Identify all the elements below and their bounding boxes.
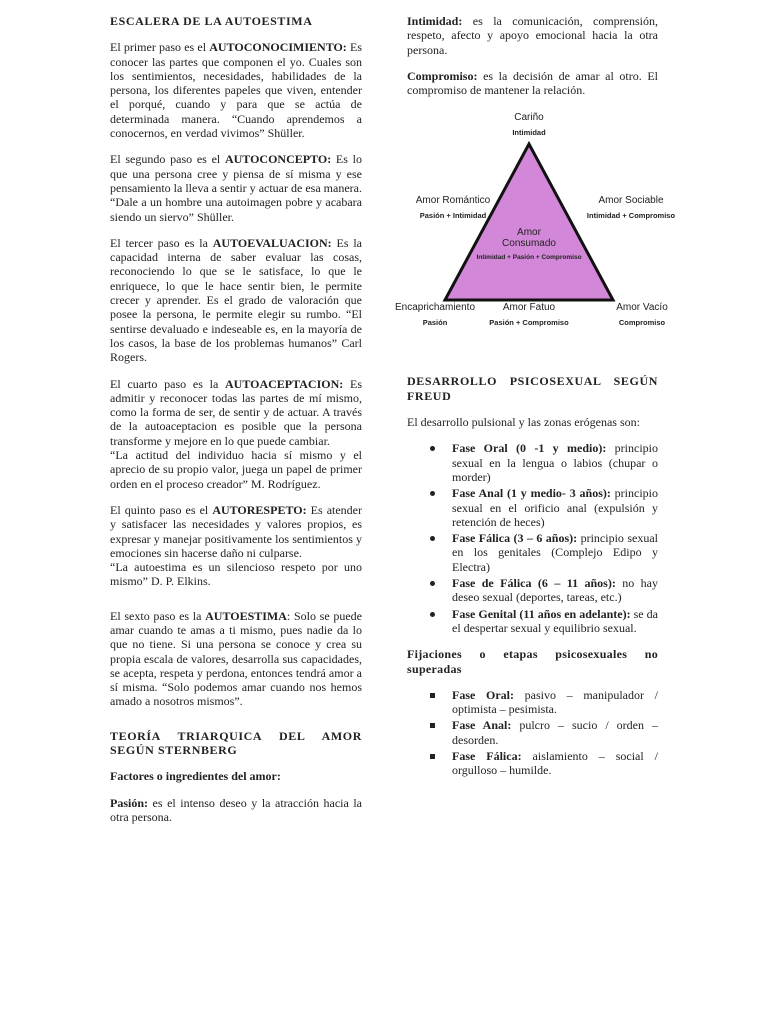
list-item: Fase Oral (0 -1 y medio): principio sexual en la lengua o labios (chupar o morder) — [452, 441, 658, 484]
label-encaprichamiento: Encaprichamiento Pasión — [394, 302, 476, 327]
quote-rodriguez: “La actitud del individuo hacia sí mismo y el aprecio de su propio valor, juega un papel de primer orden en el proceso creador” M. Rodríguez. — [110, 448, 362, 491]
paragraph-freud-intro: El desarrollo pulsional y las zonas erógenas son: — [407, 415, 640, 430]
paragraph-pasion: Pasión: es el intenso deseo y la atracción hacia la otra persona. — [110, 795, 362, 824]
paragraph-autorespeto: El quinto paso es el AUTORESPETO: Es atender y satisfacer las necesidades y valores propios, es expresar y manejar positivamente los sentimientos y emociones sin hacerse daño ni culparse. “La autoestima es un silencioso respeto por uno mismo” D. P. Elkins. — [110, 502, 363, 589]
subheading-fijaciones: Fijaciones o etapas psicosexuales no superadas — [407, 647, 658, 676]
label-amor-fatuo: Amor Fatuo Pasión + Compromiso — [489, 302, 569, 327]
sternberg-triangle-diagram — [393, 109, 693, 344]
list-item: Fase Anal: pulcro – sucio / orden – desorden. — [452, 718, 658, 747]
fijaciones-list — [407, 688, 658, 778]
fases-list — [407, 441, 658, 635]
section-title-freud: DESARROLLO PSICOSEXUAL SEGÚN FREUD — [407, 374, 658, 403]
label-carino: Cariño Intimidad — [512, 112, 546, 137]
paragraph-autoaceptacion: El cuarto paso es la AUTOACEPTACION: Es admitir y reconocer todas las partes de mí mismo, como la forma de ser, de sentir y de actuar. A través de la autoaceptacion es posible que la persona transforme y mejore en lo que puede cambiar. “La actitud del individuo hacia sí mismo y el aprecio de su propio valor, juega un papel de primer orden en el proceso creador” M. Rodríguez. — [110, 376, 362, 491]
paragraph-autoconcepto: El segundo paso es el AUTOCONCEPTO: Es lo que una persona cree y piensa de sí misma y ese pensamiento la lleva a sentir y actuar de esa manera. “Dale a un hombre una autoimagen pobre y acabara siendo un siervo” Shüller. — [110, 152, 362, 224]
label-amor-consumado: Amor Consumado Intimidad + Pasión + Compromiso — [476, 227, 582, 262]
paragraph-autoestima: El sexto paso es la AUTOESTIMA: Solo se puede amar cuando te amas a ti mismo, pues nadie da lo que no tiene. Si una persona se conoce y crea su propia escala de valores, desarrolla sus capacidades, se acepta, respeta y perdona, entonces tendrá amor a sí misma. “Solo podemos amar cuando nos hemos amado a nosotros mismos”. — [110, 608, 362, 709]
list-item: Fase Genital (11 años en adelante): se da el despertar sexual y equilibrio sexual. — [452, 606, 658, 635]
label-amor-vacio: Amor Vacío Compromiso — [616, 302, 668, 327]
paragraph-autoevaluacion: El tercer paso es la AUTOEVALUACION: Es la capacidad interna de saber evaluar las cosas, reconociendo lo que se le satisface, lo que le enriquece, lo que le hace sentir bien, le permite crecer y aprender. Es el grado de valoración que posee la persona, le permite elegir su rumbo. “El sentirse devaluado e indeseable es, en la mayoría de los casos, la base de los problemas humanos” Carl Rogers. — [110, 235, 362, 365]
right-column — [394, 14, 676, 790]
section-title-sternberg: TEORÍA TRIARQUICA DEL AMOR SEGÚN STERNBERG — [110, 728, 362, 758]
list-item: Fase Oral: pasivo – manipulador / optimista – pesimista. — [452, 687, 658, 717]
left-column — [110, 14, 362, 836]
list-item: Fase Fálica: aislamiento – social / orgulloso – humilde. — [452, 749, 658, 778]
list-item: Fase Anal (1 y medio- 3 años): principio sexual en el orificio anal (expulsión y retención de heces) — [452, 486, 658, 529]
list-item: Fase de Fálica (6 – 11 años): no hay deseo sexual (deportes, tareas, etc.) — [452, 576, 658, 605]
label-amor-sociable: Amor Sociable Intimidad + Compromiso — [586, 195, 676, 220]
subheading-factores: Factores o ingredientes del amor: — [110, 769, 281, 784]
paragraph-compromiso: Compromiso: es la decisión de amar al otro. El compromiso de mantener la relación. — [407, 68, 658, 98]
label-amor-romantico: Amor Romántico Pasión + Intimidad — [415, 195, 491, 220]
quote-elkins: “La autoestima es un silencioso respeto por uno mismo” D. P. Elkins. — [110, 560, 362, 589]
section-title-escalera: ESCALERA DE LA AUTOESTIMA — [110, 14, 313, 28]
paragraph-autoconocimiento: El primer paso es el AUTOCONOCIMIENTO: Es conocer las partes que componen el yo. Cuales son los sentimientos, necesidades, habilidades de la persona, los diferentes papeles que viven, entender el porqué, cuando y para que se actúa de determinada manera. “Cuando aprendemos a conocernos, en verdad vivimos” Shüller. — [110, 40, 362, 141]
paragraph-intimidad: Intimidad: es la comunicación, comprensión, respeto, afecto y apoyo emocional hacia la otra persona. — [407, 14, 658, 57]
list-item: Fase Fálica (3 – 6 años): principio sexual en los genitales (Complejo Edipo y Electra) — [452, 531, 659, 574]
